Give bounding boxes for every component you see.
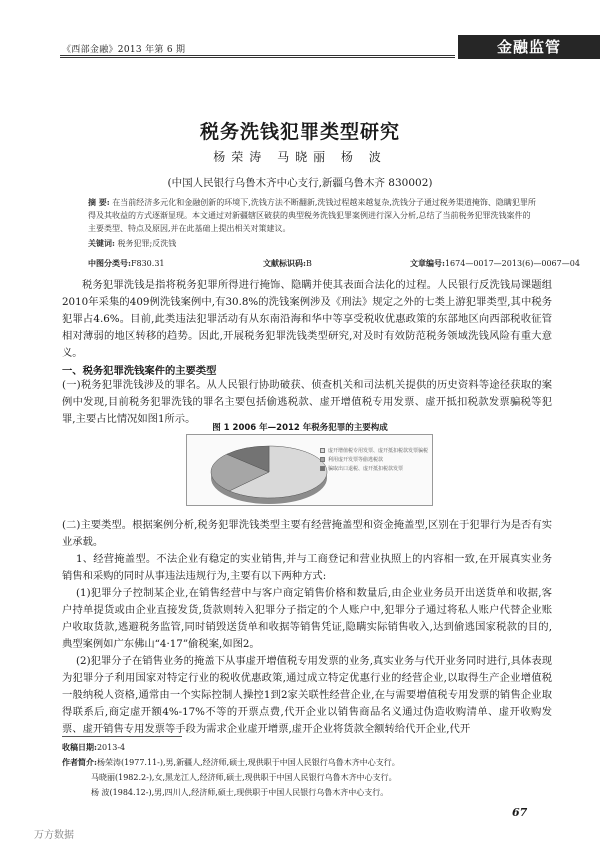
legend-swatch [320,448,325,453]
paragraph-method-2: (2)犯罪分子在销售业务的掩盖下从事虚开增值税专用发票的业务,真实业务与代开业务同时进行,具体表现为犯罪分子利用国家对特定行业的税收优惠政策,通过成立特定优惠行业的经营企业,以取得生产企业增值税一般纳税人资格,通常由一个实际控制人操控1到2家关联性经营企业,在与需要增值税专用发票的销售企业取得联系后,商定虚开额4%-17%不等的开票点费,代开企业以销售商品名义通过伪造收购清单、虚开收购发票、虚开销售专用发票等手段为需求企业虚开增票,虚开企业将货款全额转给代开企业,代开 [62,655,552,735]
section-tab: 金融监管 [458,35,600,59]
legend-item: 虚开增值税专用发票、虚开抵扣税款发票骗税 [320,448,428,454]
abstract-text: 在当前经济多元化和金融创新的环境下,洗钱方法不断翻新,洗钱过程越来越复杂,洗钱分子通过税务渠道掩饰、隐瞒犯罪所得及其收益的方式逐渐显现。本文通过对新疆辖区破获的典型税务洗钱犯罪案例进行深入分析,总结了当前税务犯罪洗钱案件的主要类型、特点及原因,并在此基础上提出相关对策建议。 [88,198,536,233]
figure-caption: 图 1 2006 年—2012 年税务犯罪的主要构成 [212,423,388,433]
paragraph-crime-names: (一)税务犯罪洗钱涉及的罪名。从人民银行协助破获、侦查机关和司法机关提供的历史资料等途径获取的案例中发现,目前税务犯罪洗钱的罪名主要包括偷逃税款、虚开增值税专用发票、虚开抵扣税款发票骗税等犯罪,主要占比情况如图1所示。 [62,379,552,425]
legend-item: 骗取出口退税、虚开抵扣税款发票 [320,466,428,472]
header-rule [60,55,455,56]
author-bio-1: 作者简介:杨荣涛(1977.11-),男,新疆人,经济师,硕士,现供职于中国人民银行乌鲁木齐中心支行。 [62,757,400,767]
watermark: 万方数据 [34,830,74,841]
paragraph-method-1: (1)犯罪分子控制某企业,在销售经营中与客户商定销售价格和数量后,由企业业务员开出送货单和收据,客户持单提货或由企业直接发货,货款则转入犯罪分子指定的个人账户中,犯罪分子通过将私人账户代替企业账户收取货款,逃避税务监管,同时销毁送货单和收据等销售凭证,隐瞒实际销售收入,达到偷逃国家税款的目的,典型案例如广东佛山“4·17”偷税案,如图2。 [62,587,552,650]
article-number: 文章编号:1674—0017—2013(6)—0067—04 [410,258,580,268]
paragraph-intro: 税务犯罪洗钱是指将税务犯罪所得进行掩饰、隐瞒并使其表面合法化的过程。人民银行反洗钱局课题组2010年采集的409例洗钱案例中,有30.8%的洗钱案例涉及《刑法》规定之外的七类上游犯罪类型,其中税务犯罪占4.6%。目前,此类违法犯罪活动有从东南沿海和华中等享受税收优惠政策的东部地区向西部税收征管相对薄弱的地区转移的趋势。因此,开展税务犯罪洗钱类型研究,对及时有效防范税务领域洗钱风险有重大意义。 [62,279,552,359]
keywords [88,238,538,249]
keywords-label: 关键词: [88,238,115,248]
article-affiliation: (中国人民银行乌鲁木齐中心支行,新疆乌鲁木齐 830002) [167,177,433,189]
legend-swatch [320,457,325,462]
received-date: 收稿日期:2013-4 [62,742,126,752]
legend-item: 利用虚开发票等偷逃税款 [320,457,428,463]
journal-issue: 《西部金融》2013 年第 6 期 [62,45,186,55]
author-bio-3: 杨 波(1984.12-),男,四川人,经济师,硕士,现供职于中国人民银行乌鲁木齐中心支行。 [91,788,389,797]
author-bio-2: 马晓丽(1982.2-),女,黑龙江人,经济师,硕士,现供职于中国人民银行乌鲁木齐中心支行。 [91,773,397,782]
abstract-label: 摘 要: [88,197,110,207]
paragraph-business-cover: 1、经营掩盖型。不法企业有稳定的实业销售,并与工商登记和营业执照上的内容相一致,在开展真实业务销售和采购的同时从事违法违规行为,主要有以下两种方式: [62,553,552,582]
page-header [0,0,600,72]
footnote-rule [62,736,182,737]
section-heading-1: 一、税务犯罪洗钱案件的主要类型 [62,365,217,377]
document-code: 文献标识码:B [263,258,312,268]
clc-number: 中图分类号:F830.31 [88,258,165,268]
header-rule-double [60,57,455,58]
article-authors: 杨荣涛 马晓丽 杨 波 [213,150,387,164]
classification-row [88,258,578,270]
legend-swatch [320,466,325,471]
page-number: 67 [512,806,528,819]
keywords-text: 税务犯罪;反洗钱 [117,239,177,248]
abstract [88,196,538,235]
chart-legend [320,448,428,475]
paragraph-main-types: (二)主要类型。根据案例分析,税务犯罪洗钱类型主要有经营掩盖型和资金掩盖型,区别在于犯罪行为是否有实业承载。 [62,519,552,548]
article-title: 税务洗钱犯罪类型研究 [199,121,400,143]
footnotes [62,740,562,800]
